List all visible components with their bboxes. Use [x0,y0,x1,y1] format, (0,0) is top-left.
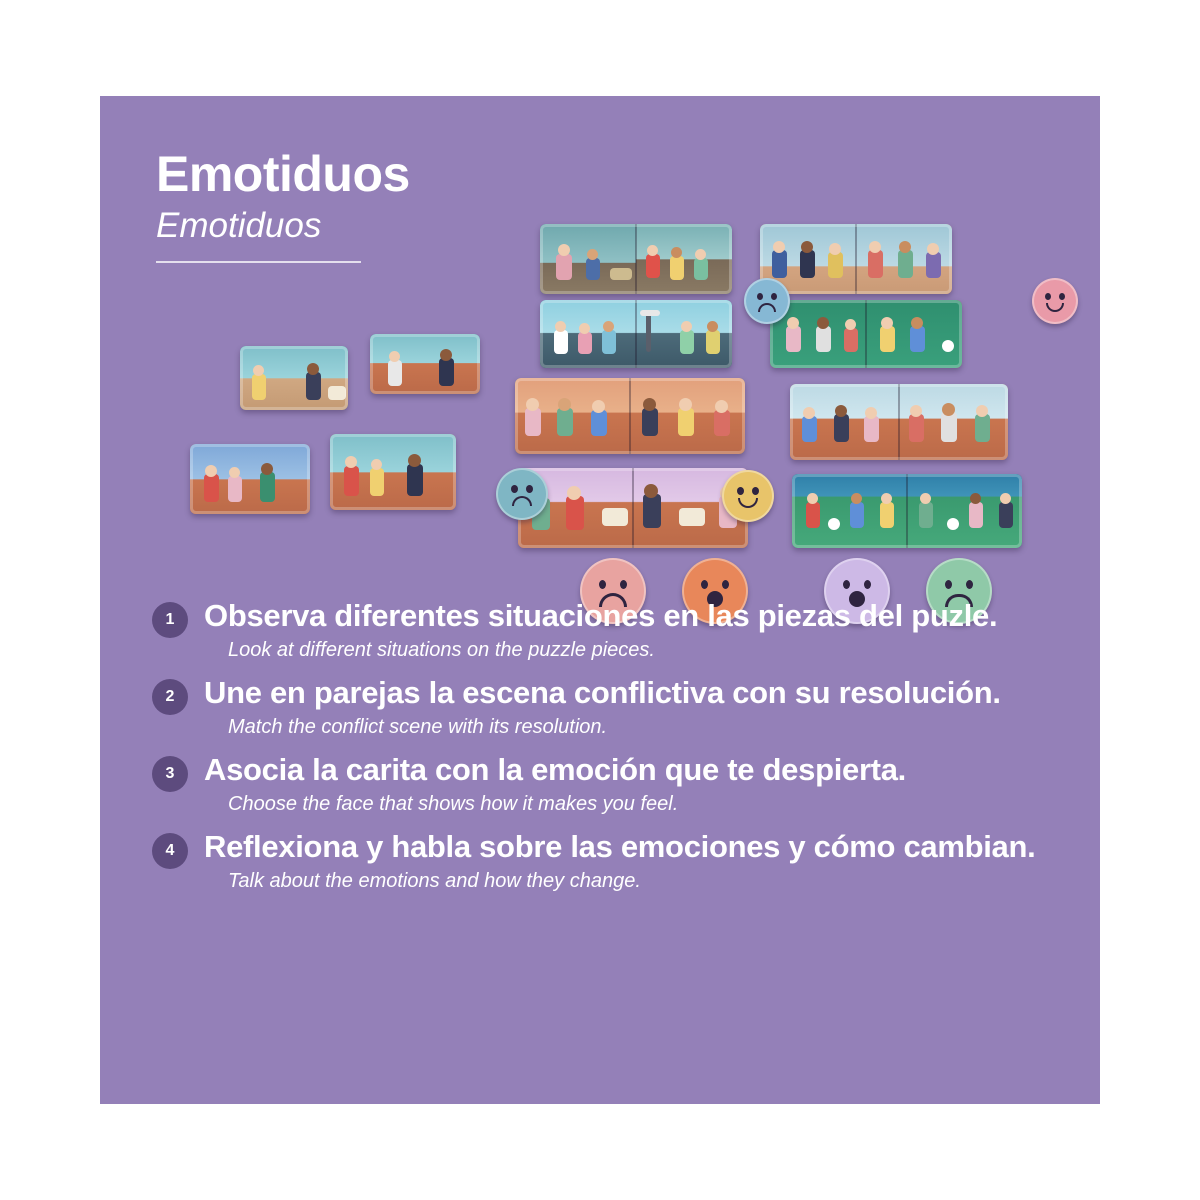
puzzle-piece-desks [518,468,748,548]
step-text-es: Une en parejas la escena conflictiva con su resolución. [204,675,1001,711]
token-sad-blue-small [744,278,790,324]
puzzle-piece-loose-1 [240,346,348,410]
puzzle-piece-loose-4 [330,434,456,510]
step-text-en: Choose the face that shows how it makes you feel. [228,793,679,816]
puzzle-piece-basketball [540,300,732,368]
token-sad-teal-small [496,468,548,520]
piece-seam [635,224,637,294]
page-subtitle: Emotiduos [156,205,322,245]
step-text-es: Asocia la carita con la emoción que te despierta. [204,752,906,788]
puzzle-piece-loose-3 [190,444,310,514]
puzzle-piece-hallway-top [760,224,952,294]
instruction-step [152,827,1052,894]
instruction-step [152,750,1052,817]
puzzle-piece-classroom-wide [515,378,745,454]
step-text-es: Observa diferentes situaciones en las piezas del puzle. [204,598,998,633]
puzzle-piece-field-green [770,300,962,368]
step-text-es: Reflexiona y habla sobre las emociones y cómo cambian. [204,829,1036,865]
step-body [204,827,1052,894]
step-text-en: Match the conflict scene with its resolution. [228,716,608,739]
puzzle-piece-classroom-top [540,224,732,294]
step-body [204,750,1052,817]
step-number-badge: 4 [152,833,188,869]
step-text-en: Look at different situations on the puzzle pieces. [228,639,655,662]
step-number-badge: 1 [152,602,188,638]
token-happy-yellow-small [722,470,774,522]
puzzle-piece-classroom-wide-right [790,384,1008,460]
token-happy-pink-small [1032,278,1078,324]
product-instruction-card [100,96,1100,1104]
step-body [204,596,1052,663]
step-number-badge: 3 [152,756,188,792]
step-body [204,673,1052,740]
puzzle-piece-park [792,474,1022,548]
step-text-en: Talk about the emotions and how they change. [228,870,641,893]
page-title: Emotiduos [156,146,410,202]
instruction-steps [152,596,1052,904]
illustration-area [160,206,1060,606]
step-number-badge: 2 [152,679,188,715]
instruction-step [152,596,1052,663]
instruction-step [152,673,1052,740]
puzzle-piece-loose-2 [370,334,480,394]
